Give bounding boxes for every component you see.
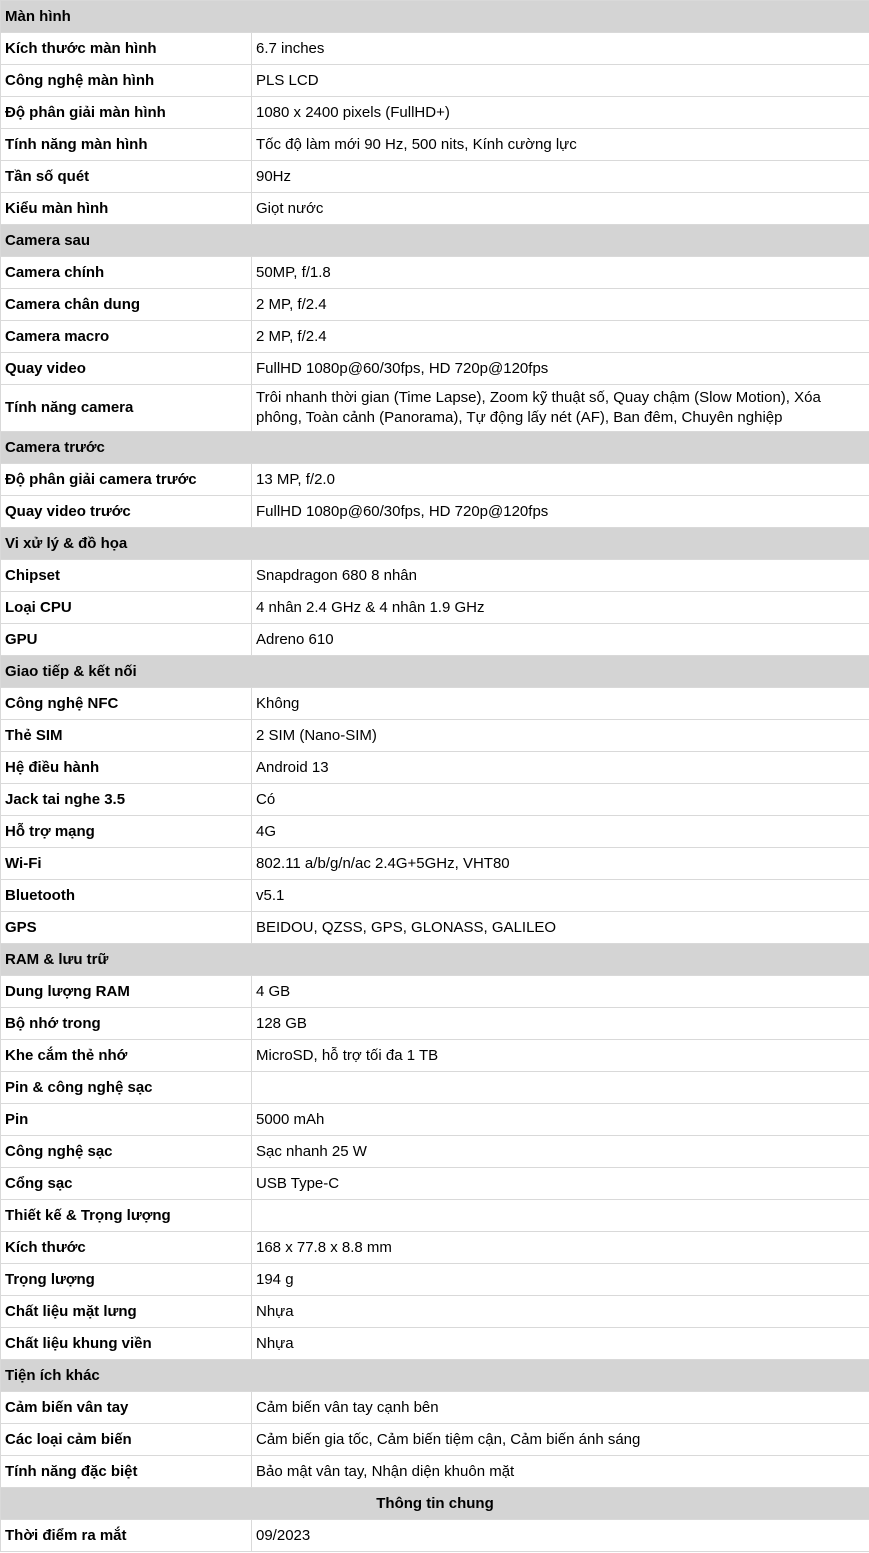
spec-value: 168 x 77.8 x 8.8 mm xyxy=(252,1232,869,1264)
table-row xyxy=(1,1104,869,1136)
spec-value: Giọt nước xyxy=(252,193,869,225)
table-row xyxy=(1,1296,869,1328)
table-row xyxy=(1,1392,869,1424)
section-title: Màn hình xyxy=(1,1,869,33)
table-row xyxy=(1,1168,869,1200)
spec-value: BEIDOU, QZSS, GPS, GLONASS, GALILEO xyxy=(252,912,869,944)
table-row xyxy=(1,385,869,432)
table-row xyxy=(1,1456,869,1488)
spec-table-body xyxy=(1,1,869,1552)
spec-label: Tính năng đặc biệt xyxy=(1,1456,252,1488)
table-row xyxy=(1,752,869,784)
spec-value: Không xyxy=(252,688,869,720)
spec-value: PLS LCD xyxy=(252,65,869,97)
spec-value: 2 MP, f/2.4 xyxy=(252,321,869,353)
spec-value: Cảm biến gia tốc, Cảm biến tiệm cận, Cảm biến ánh sáng xyxy=(252,1424,869,1456)
spec-value: USB Type-C xyxy=(252,1168,869,1200)
table-row xyxy=(1,688,869,720)
spec-value: FullHD 1080p@60/30fps, HD 720p@120fps xyxy=(252,353,869,385)
spec-label: Tính năng camera xyxy=(1,385,252,432)
section-title: Tiện ích khác xyxy=(1,1360,869,1392)
spec-label: Độ phân giải màn hình xyxy=(1,97,252,129)
spec-value: 13 MP, f/2.0 xyxy=(252,464,869,496)
table-row xyxy=(1,1136,869,1168)
table-row xyxy=(1,257,869,289)
table-row xyxy=(1,97,869,129)
section-title: Camera sau xyxy=(1,225,869,257)
spec-value: Nhựa xyxy=(252,1296,869,1328)
spec-value: 1080 x 2400 pixels (FullHD+) xyxy=(252,97,869,129)
table-row xyxy=(1,161,869,193)
section-title: Thiết kế & Trọng lượng xyxy=(1,1200,252,1232)
section-header xyxy=(1,432,869,464)
table-row xyxy=(1,720,869,752)
table-row xyxy=(1,784,869,816)
table-row xyxy=(1,1232,869,1264)
spec-label: Thẻ SIM xyxy=(1,720,252,752)
spec-value: FullHD 1080p@60/30fps, HD 720p@120fps xyxy=(252,496,869,528)
spec-value: Android 13 xyxy=(252,752,869,784)
spec-label: Hỗ trợ mạng xyxy=(1,816,252,848)
empty-cell xyxy=(252,1200,869,1232)
table-row xyxy=(1,1328,869,1360)
spec-label: Camera chân dung xyxy=(1,289,252,321)
spec-label: Kiểu màn hình xyxy=(1,193,252,225)
section-title: Thông tin chung xyxy=(1,1488,869,1520)
spec-label: Chất liệu mặt lưng xyxy=(1,1296,252,1328)
spec-value: 2 MP, f/2.4 xyxy=(252,289,869,321)
section-title: Pin & công nghệ sạc xyxy=(1,1072,252,1104)
spec-label: Cổng sạc xyxy=(1,1168,252,1200)
section-title: Vi xử lý & đồ họa xyxy=(1,528,869,560)
table-row xyxy=(1,912,869,944)
spec-value: Nhựa xyxy=(252,1328,869,1360)
table-row xyxy=(1,65,869,97)
spec-value: 2 SIM (Nano-SIM) xyxy=(252,720,869,752)
spec-label: Camera macro xyxy=(1,321,252,353)
table-row xyxy=(1,129,869,161)
empty-cell xyxy=(252,1072,869,1104)
spec-label: Khe cắm thẻ nhớ xyxy=(1,1040,252,1072)
table-row xyxy=(1,624,869,656)
spec-value: 09/2023 xyxy=(252,1520,869,1552)
spec-label: Kích thước màn hình xyxy=(1,33,252,65)
section-header xyxy=(1,944,869,976)
table-row xyxy=(1,289,869,321)
spec-label: Chất liệu khung viền xyxy=(1,1328,252,1360)
section-header xyxy=(1,1,869,33)
table-row xyxy=(1,1520,869,1552)
spec-value: 194 g xyxy=(252,1264,869,1296)
spec-value: Bảo mật vân tay, Nhận diện khuôn mặt xyxy=(252,1456,869,1488)
spec-value: Có xyxy=(252,784,869,816)
spec-label: Độ phân giải camera trước xyxy=(1,464,252,496)
spec-value: 50MP, f/1.8 xyxy=(252,257,869,289)
spec-label: Trọng lượng xyxy=(1,1264,252,1296)
spec-label: Wi-Fi xyxy=(1,848,252,880)
table-row xyxy=(1,193,869,225)
section-header xyxy=(1,225,869,257)
spec-value: 128 GB xyxy=(252,1008,869,1040)
spec-value: 802.11 a/b/g/n/ac 2.4G+5GHz, VHT80 xyxy=(252,848,869,880)
spec-value: 4 GB xyxy=(252,976,869,1008)
spec-label: Quay video trước xyxy=(1,496,252,528)
spec-value: 4G xyxy=(252,816,869,848)
spec-label: Công nghệ sạc xyxy=(1,1136,252,1168)
table-row xyxy=(1,560,869,592)
spec-value: v5.1 xyxy=(252,880,869,912)
spec-label: Thời điểm ra mắt xyxy=(1,1520,252,1552)
spec-value: Cảm biến vân tay cạnh bên xyxy=(252,1392,869,1424)
spec-label: Bluetooth xyxy=(1,880,252,912)
section-title: Camera trước xyxy=(1,432,869,464)
table-row xyxy=(1,464,869,496)
spec-value: 5000 mAh xyxy=(252,1104,869,1136)
table-row xyxy=(1,1008,869,1040)
table-row xyxy=(1,496,869,528)
spec-label: Camera chính xyxy=(1,257,252,289)
spec-label: Các loại cảm biến xyxy=(1,1424,252,1456)
table-row xyxy=(1,880,869,912)
section-header xyxy=(1,1360,869,1392)
table-row xyxy=(1,816,869,848)
spec-label: Quay video xyxy=(1,353,252,385)
spec-label: Dung lượng RAM xyxy=(1,976,252,1008)
table-row xyxy=(1,976,869,1008)
section-title: Giao tiếp & kết nối xyxy=(1,656,869,688)
table-row xyxy=(1,353,869,385)
spec-label: Tính năng màn hình xyxy=(1,129,252,161)
spec-value: Tốc độ làm mới 90 Hz, 500 nits, Kính cường lực xyxy=(252,129,869,161)
spec-label: Hệ điều hành xyxy=(1,752,252,784)
table-row xyxy=(1,592,869,624)
spec-label: Loại CPU xyxy=(1,592,252,624)
spec-value: 6.7 inches xyxy=(252,33,869,65)
spec-label: Cảm biến vân tay xyxy=(1,1392,252,1424)
table-row xyxy=(1,1040,869,1072)
spec-label: Tần số quét xyxy=(1,161,252,193)
spec-label: GPS xyxy=(1,912,252,944)
spec-value: MicroSD, hỗ trợ tối đa 1 TB xyxy=(252,1040,869,1072)
spec-label: GPU xyxy=(1,624,252,656)
spec-label: Jack tai nghe 3.5 xyxy=(1,784,252,816)
table-row xyxy=(1,1264,869,1296)
spec-value: Adreno 610 xyxy=(252,624,869,656)
table-row xyxy=(1,321,869,353)
section-header xyxy=(1,1488,869,1520)
section-header xyxy=(1,656,869,688)
spec-label: Pin xyxy=(1,1104,252,1136)
spec-value: Trôi nhanh thời gian (Time Lapse), Zoom kỹ thuật số, Quay chậm (Slow Motion), Xóa phông, Toàn cảnh (Panorama), Tự động lấy nét (AF), Ban đêm, Chuyên nghiệp xyxy=(252,385,869,432)
section-header xyxy=(1,528,869,560)
spec-value: 4 nhân 2.4 GHz & 4 nhân 1.9 GHz xyxy=(252,592,869,624)
section-header xyxy=(1,1072,869,1104)
spec-label: Chipset xyxy=(1,560,252,592)
table-row xyxy=(1,848,869,880)
spec-label: Công nghệ NFC xyxy=(1,688,252,720)
spec-value: 90Hz xyxy=(252,161,869,193)
spec-label: Kích thước xyxy=(1,1232,252,1264)
spec-value: Sạc nhanh 25 W xyxy=(252,1136,869,1168)
table-row xyxy=(1,1424,869,1456)
table-row xyxy=(1,33,869,65)
section-header xyxy=(1,1200,869,1232)
spec-label: Công nghệ màn hình xyxy=(1,65,252,97)
spec-value: Snapdragon 680 8 nhân xyxy=(252,560,869,592)
section-title: RAM & lưu trữ xyxy=(1,944,869,976)
spec-label: Bộ nhớ trong xyxy=(1,1008,252,1040)
